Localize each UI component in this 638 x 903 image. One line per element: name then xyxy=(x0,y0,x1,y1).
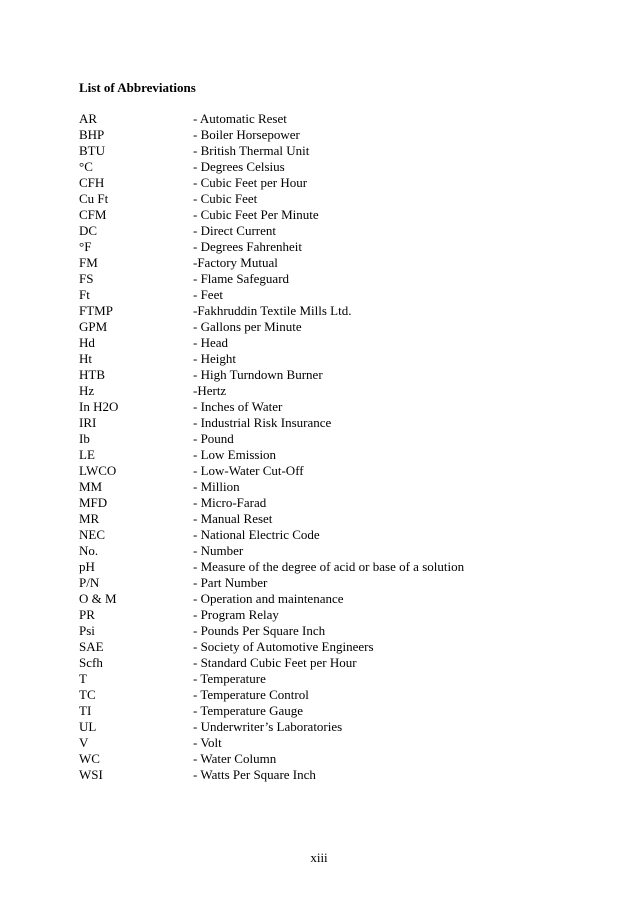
abbreviation-term: Ib xyxy=(79,431,90,446)
abbreviation-term: CFM xyxy=(79,207,107,222)
abbreviation-term: CFH xyxy=(79,175,105,190)
abbreviation-row xyxy=(79,271,559,287)
abbreviation-term: Ft xyxy=(79,287,90,302)
abbreviation-definition: - Micro-Farad xyxy=(193,495,267,510)
abbreviation-definition: - Inches of Water xyxy=(193,399,283,414)
abbreviation-definition: - Direct Current xyxy=(193,223,277,238)
abbreviation-definition: - Cubic Feet xyxy=(193,191,258,206)
abbreviation-row xyxy=(79,751,559,767)
abbreviation-term: MR xyxy=(79,511,100,526)
abbreviation-definition: - Degrees Celsius xyxy=(193,159,285,174)
abbreviation-term: TC xyxy=(79,687,96,702)
abbreviation-term: SAE xyxy=(79,639,104,654)
abbreviation-row xyxy=(79,303,559,319)
abbreviation-term: °F xyxy=(79,239,92,254)
abbreviation-definition: - Cubic Feet Per Minute xyxy=(193,207,319,222)
abbreviation-term: No. xyxy=(79,543,99,558)
abbreviation-row xyxy=(79,431,559,447)
abbreviation-term: UL xyxy=(79,719,97,734)
abbreviation-row xyxy=(79,511,559,527)
abbreviation-row xyxy=(79,191,559,207)
abbreviation-row xyxy=(79,319,559,335)
abbreviation-definition: - Head xyxy=(193,335,229,350)
abbreviation-row xyxy=(79,127,559,143)
abbreviation-row xyxy=(79,239,559,255)
abbreviation-row xyxy=(79,559,559,575)
abbreviation-term: TI xyxy=(79,703,92,718)
abbreviation-term: P/N xyxy=(79,575,100,590)
abbreviation-row xyxy=(79,335,559,351)
abbreviation-definition: - Measure of the degree of acid or base of a solution xyxy=(193,559,465,574)
abbreviation-term: DC xyxy=(79,223,98,238)
abbreviation-definition: - Feet xyxy=(193,287,223,302)
abbreviation-row xyxy=(79,623,559,639)
abbreviation-term: °C xyxy=(79,159,93,174)
abbreviation-row xyxy=(79,591,559,607)
abbreviation-term: BTU xyxy=(79,143,105,158)
abbreviation-row xyxy=(79,223,559,239)
abbreviation-definition: - Manual Reset xyxy=(193,511,273,526)
abbreviation-term: AR xyxy=(79,111,98,126)
abbreviation-definition: - Gallons per Minute xyxy=(193,319,302,334)
abbreviation-definition: - Volt xyxy=(193,735,222,750)
abbreviation-row xyxy=(79,175,559,191)
abbreviation-definition: - Pound xyxy=(193,431,234,446)
abbreviation-row xyxy=(79,111,559,127)
abbreviation-term: FTMP xyxy=(79,303,113,318)
abbreviation-row xyxy=(79,671,559,687)
abbreviation-term: HTB xyxy=(79,367,105,382)
abbreviation-term: MFD xyxy=(79,495,108,510)
abbreviation-row xyxy=(79,207,559,223)
abbreviation-row xyxy=(79,639,559,655)
abbreviation-definition: - Boiler Horsepower xyxy=(193,127,300,142)
abbreviation-term: LWCO xyxy=(79,463,117,478)
abbreviation-row xyxy=(79,655,559,671)
abbreviation-definition: - Pounds Per Square Inch xyxy=(193,623,326,638)
abbreviation-definition: - Cubic Feet per Hour xyxy=(193,175,308,190)
abbreviation-term: Psi xyxy=(79,623,95,638)
abbreviation-row xyxy=(79,463,559,479)
abbreviation-definition: -Factory Mutual xyxy=(193,255,278,270)
abbreviation-term: Ht xyxy=(79,351,92,366)
abbreviation-definition: - Industrial Risk Insurance xyxy=(193,415,332,430)
abbreviation-definition: - High Turndown Burner xyxy=(193,367,323,382)
abbreviation-term: WC xyxy=(79,751,100,766)
abbreviation-row xyxy=(79,399,559,415)
abbreviation-term: PR xyxy=(79,607,95,622)
abbreviation-term: O & M xyxy=(79,591,117,606)
abbreviation-row xyxy=(79,687,559,703)
abbreviation-definition: - National Electric Code xyxy=(193,527,320,542)
abbreviation-definition: - Flame Safeguard xyxy=(193,271,290,286)
abbreviation-row xyxy=(79,159,559,175)
abbreviation-term: Hz xyxy=(79,383,95,398)
abbreviation-definition: - Underwriter’s Laboratories xyxy=(193,719,343,734)
abbreviation-term: pH xyxy=(79,559,95,574)
abbreviation-row xyxy=(79,479,559,495)
abbreviation-row xyxy=(79,351,559,367)
abbreviation-definition: - Degrees Fahrenheit xyxy=(193,239,303,254)
abbreviation-definition: - Number xyxy=(193,543,244,558)
abbreviation-definition: - Low-Water Cut-Off xyxy=(193,463,304,478)
abbreviation-definition: - Low Emission xyxy=(193,447,277,462)
abbreviation-term: IRI xyxy=(79,415,97,430)
abbreviation-term: T xyxy=(79,671,87,686)
abbreviation-term: Hd xyxy=(79,335,95,350)
abbreviation-row xyxy=(79,495,559,511)
abbreviation-row xyxy=(79,527,559,543)
abbreviation-row xyxy=(79,367,559,383)
abbreviation-row xyxy=(79,383,559,399)
abbreviation-row xyxy=(79,735,559,751)
abbreviation-term: FS xyxy=(79,271,94,286)
abbreviation-row xyxy=(79,607,559,623)
abbreviation-term: LE xyxy=(79,447,95,462)
abbreviation-row xyxy=(79,447,559,463)
abbreviation-term: Cu Ft xyxy=(79,191,109,206)
abbreviation-row xyxy=(79,415,559,431)
abbreviation-definition: - Temperature Gauge xyxy=(193,703,304,718)
abbreviation-definition: - Water Column xyxy=(193,751,277,766)
abbreviation-definition: -Hertz xyxy=(193,383,227,398)
abbreviation-row xyxy=(79,543,559,559)
abbreviation-definition: - Million xyxy=(193,479,240,494)
abbreviation-definition: - Society of Automotive Engineers xyxy=(193,639,374,654)
abbreviation-definition: - Height xyxy=(193,351,236,366)
abbreviation-definition: -Fakhruddin Textile Mills Ltd. xyxy=(193,303,352,318)
abbreviation-row xyxy=(79,719,559,735)
abbreviation-term: In H2O xyxy=(79,399,119,414)
abbreviation-row xyxy=(79,287,559,303)
abbreviation-definition: - Part Number xyxy=(193,575,268,590)
abbreviation-term: WSI xyxy=(79,767,103,782)
abbreviation-definition: - British Thermal Unit xyxy=(193,143,310,158)
abbreviation-term: FM xyxy=(79,255,98,270)
abbreviation-definition: - Temperature xyxy=(193,671,266,686)
abbreviation-definition: - Watts Per Square Inch xyxy=(193,767,316,782)
abbreviation-row xyxy=(79,255,559,271)
abbreviation-term: V xyxy=(79,735,89,750)
abbreviation-definition: - Operation and maintenance xyxy=(193,591,344,606)
abbreviation-term: GPM xyxy=(79,319,108,334)
abbreviation-definition: - Program Relay xyxy=(193,607,279,622)
abbreviation-definition: - Automatic Reset xyxy=(193,111,287,126)
page-title: List of Abbreviations xyxy=(79,80,196,95)
abbreviation-list xyxy=(79,111,559,783)
abbreviation-term: NEC xyxy=(79,527,105,542)
abbreviation-row xyxy=(79,143,559,159)
page-number: xiii xyxy=(310,850,328,865)
abbreviation-term: Scfh xyxy=(79,655,103,670)
abbreviation-definition: - Temperature Control xyxy=(193,687,309,702)
abbreviation-term: BHP xyxy=(79,127,105,142)
abbreviation-row xyxy=(79,703,559,719)
abbreviation-definition: - Standard Cubic Feet per Hour xyxy=(193,655,357,670)
abbreviation-row xyxy=(79,767,559,783)
abbreviation-term: MM xyxy=(79,479,103,494)
abbreviation-row xyxy=(79,575,559,591)
